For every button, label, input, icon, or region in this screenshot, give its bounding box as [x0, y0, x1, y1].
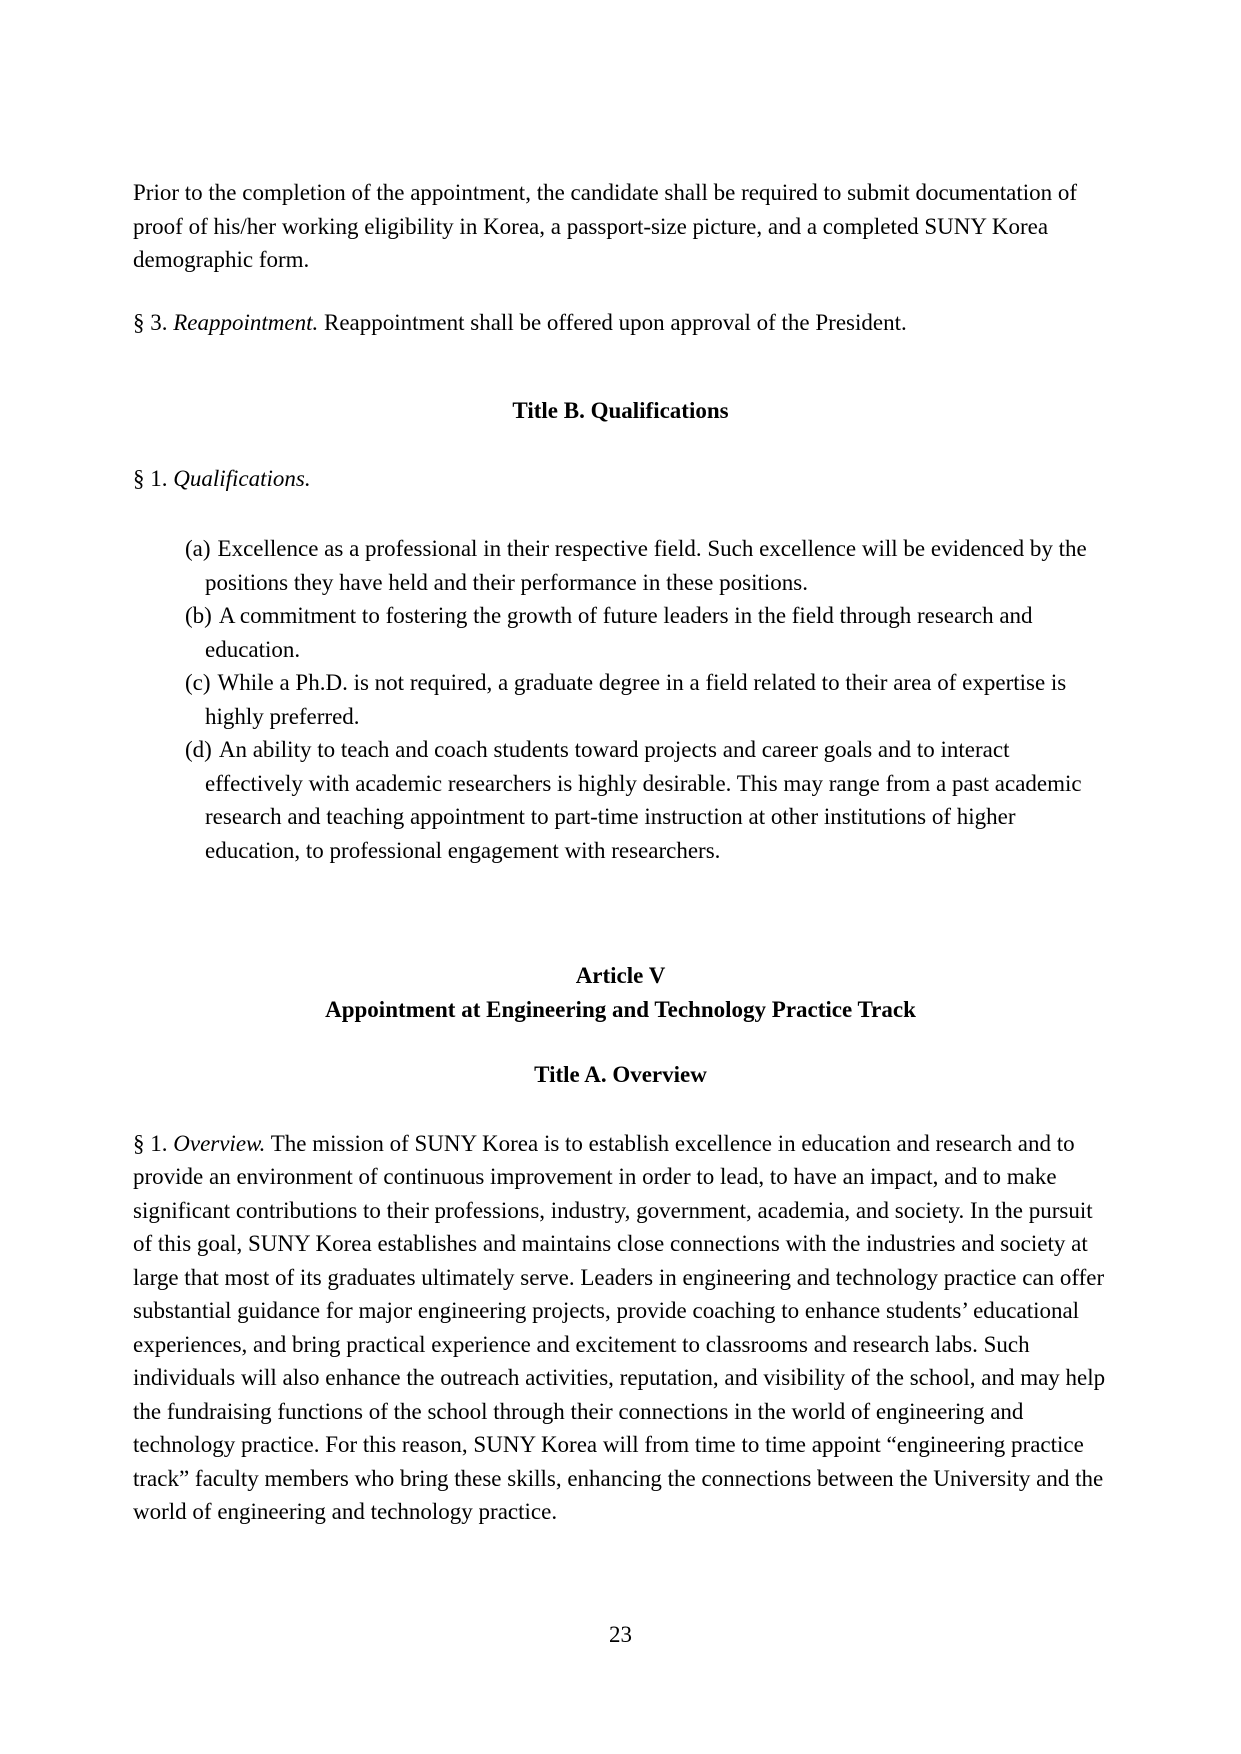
- qualifications-list: [133, 532, 1108, 867]
- article-v-heading: [133, 959, 1108, 1026]
- article-v-subtitle: Appointment at Engineering and Technology Practice Track: [325, 996, 916, 1022]
- list-item-a-text: Excellence as a professional in their respective field. Such excellence will be evidenced by the positions they have held and their performance in these positions.: [205, 536, 1087, 595]
- section-1-overview-text: The mission of SUNY Korea is to establish excellence in education and research and to provide an environment of continuous improvement in order to lead, to have an impact, and to make significant contributions to their professions, industry, government, academia, and society. In the pursuit of this goal, SUNY Korea establishes and maintains close connections with the industries and society at large that most of its graduates ultimately serve. Leaders in engineering and technology practice can offer substantial guidance for major engineering projects, provide coaching to enhance students’ educational experiences, and bring practical experience and excitement to classrooms and research labs. Such individuals will also enhance the outreach activities, reputation, and visibility of the school, and may help the fundraising functions of the school through their connections in the world of engineering and technology practice. For this reason, SUNY Korea will from time to time appoint “engineering practice track” faculty members who bring these skills, enhancing the connections between the University and the world of engineering and technology practice.: [133, 1130, 1106, 1524]
- list-item-c-marker: (c): [185, 670, 211, 695]
- section-1-qualifications: [133, 462, 1108, 496]
- title-b-heading: Title B. Qualifications: [512, 398, 729, 423]
- page-number: 23: [609, 1622, 632, 1647]
- list-item-c-text: While a Ph.D. is not required, a graduate degree in a field related to their area of expertise is highly preferred.: [205, 670, 1067, 729]
- list-item-d-marker: (d): [185, 737, 212, 762]
- section-3-reappointment: [133, 306, 1108, 340]
- list-item-c: [133, 666, 1108, 733]
- list-item-b-marker: (b): [185, 603, 212, 628]
- section-3-text: Reappointment shall be offered upon approval of the President.: [318, 309, 907, 335]
- list-item-a: [133, 532, 1108, 599]
- list-item-b: [133, 599, 1108, 666]
- section-1-overview-prefix: § 1.: [133, 1130, 174, 1156]
- list-item-b-text: A commitment to fostering the growth of future leaders in the field through research and education.: [205, 603, 1033, 662]
- list-item-d: [133, 733, 1108, 867]
- list-item-a-marker: (a): [185, 536, 211, 561]
- document-body: [133, 176, 1108, 1529]
- list-item-d-text: An ability to teach and coach students toward projects and career goals and to interact effectively with academic researchers is highly desirable. This may range from a past academic research and teaching appointment to part-time instruction at other institutions of higher education, to professional engagement with researchers.: [205, 737, 1082, 863]
- section-1-overview: [133, 1127, 1108, 1529]
- article-v-title: Article V: [575, 963, 666, 988]
- section-1-overview-term: Overview.: [173, 1130, 266, 1156]
- intro-paragraph: Prior to the completion of the appointment, the candidate shall be required to submit documentation of proof of his/her working eligibility in Korea, a passport-size picture, and a completed SUNY Korea demographic form.: [133, 180, 1078, 272]
- section-3-prefix: § 3.: [133, 309, 174, 335]
- section-3-term: Reappointment.: [173, 309, 319, 335]
- section-1-qual-term: Qualifications.: [173, 465, 311, 491]
- title-a-heading: Title A. Overview: [534, 1062, 707, 1087]
- section-1-qual-prefix: § 1.: [133, 465, 174, 491]
